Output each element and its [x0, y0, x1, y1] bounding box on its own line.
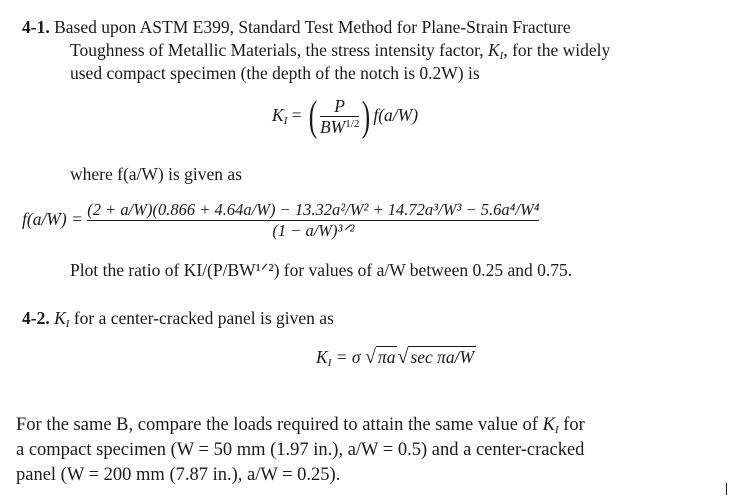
problem-4-2-line-1 [22, 307, 334, 329]
plot-line [70, 259, 572, 281]
eq2-numerator: (2 + a/W)(0.866 + 4.64a/W) − 13.32a²/W² + 14.72a³/W³ − 5.6a⁴/W⁴ [87, 200, 540, 220]
p42-body-k-sub: I [554, 424, 559, 436]
where-text: where f(a/W) is given as [70, 164, 243, 184]
eq3-lhs: K [316, 347, 328, 367]
problem-4-1-line-1 [22, 16, 571, 38]
plot-text: Plot the ratio of KI/(P/BW¹ᐟ²) for values of a/W between 0.25 and 0.75. [70, 260, 573, 280]
p42-body-line-2 [16, 439, 584, 461]
eq3-sqrt-1: √ πa [364, 346, 396, 368]
p42-body-2: a compact specimen (W = 50 mm (1.97 in.), a/W = 0.5) and a center-cracked [16, 440, 585, 460]
equation-ki-center-cracked [316, 343, 476, 371]
p42-k: K [54, 308, 66, 328]
eq1-equals: = [287, 105, 306, 125]
eq2-lhs: f(a/W) = [22, 209, 83, 229]
equation-f-aw [22, 197, 539, 241]
p42-body-line-1 [16, 414, 585, 436]
equation-ki-compact: $K_I$ = ( $\frac{P}{BW^{1/2}}$ ) f(a/W) [272, 93, 419, 140]
eq3-sqrt2-content: sec πa/W [410, 347, 475, 367]
eq1-numerator: P [334, 96, 345, 117]
p42-k-sub: I [65, 318, 70, 330]
eq1-denominator: BW [319, 117, 346, 138]
p42-body-line-3 [16, 464, 340, 486]
eq1-fraction [320, 96, 359, 137]
problem-4-1-text-2a: Toughness of Metallic Materials, the stress intensity factor, [70, 40, 488, 60]
eq2-denominator: (1 − a/W)³ᐟ² [272, 221, 355, 241]
text-cursor [726, 483, 727, 495]
problem-number-4-2: 4-2. [22, 308, 50, 328]
eq1-den-sup: 1/2 [345, 118, 360, 131]
p42-text-1: for a center-cracked panel is given as [69, 308, 334, 328]
eq1-lhs: K [272, 105, 284, 125]
eq1-lhs-sub: I [283, 115, 288, 127]
problem-4-1-text-2b: , for the widely [503, 40, 611, 60]
problem-4-1-line-2: Toughness of Metallic Materials, the stress intensity factor, $K_I$, for the widely [70, 40, 611, 62]
p42-body-k: K [542, 415, 555, 435]
eq3-lhs-sub: I [327, 357, 332, 369]
eq3-sqrt1-content: πa [377, 347, 396, 367]
problem-4-1-text-3: used compact specimen (the depth of the notch is 0.2W) is [70, 63, 480, 83]
p42-body-1b: for [558, 415, 585, 435]
eq2-fraction [87, 200, 539, 241]
problem-number-4-1: 4-1. [22, 17, 50, 37]
eq3-mid: = σ [331, 347, 361, 367]
eq1-tail: f(a/W) [373, 105, 419, 125]
where-line [70, 163, 242, 185]
eq3-sqrt-2: √ sec πa/W [397, 346, 475, 368]
problem-4-1-line-3 [70, 62, 480, 84]
p42-body-3: panel (W = 200 mm (7.87 in.), a/W = 0.25). [16, 465, 341, 485]
p42-body-1a: For the same B, compare the loads required to attain the same value of [16, 415, 543, 435]
problem-4-1-text-1: Based upon ASTM E399, Standard Test Method for Plane-Strain Fracture [54, 17, 571, 37]
